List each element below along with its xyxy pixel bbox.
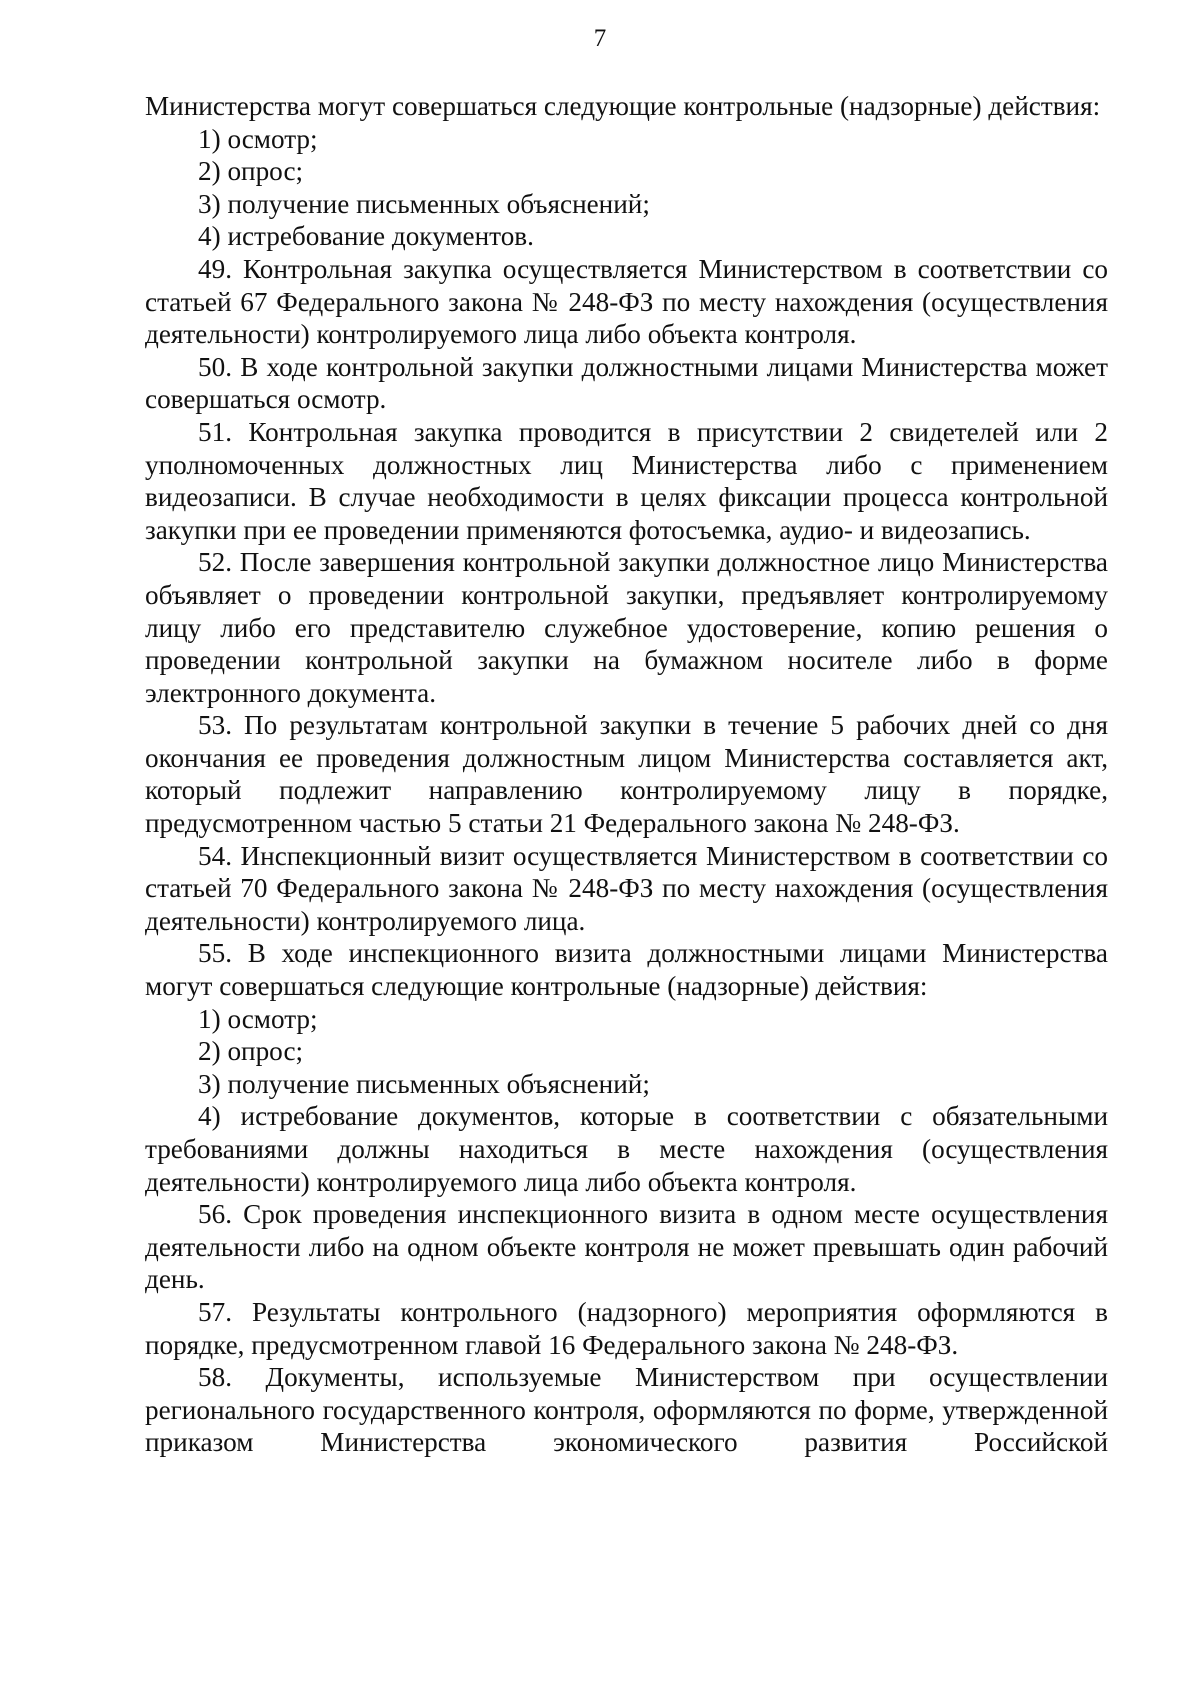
list-item: 2) опрос; [198,1036,304,1067]
list-item: 1) осмотр; [198,123,318,154]
page-number: 7 [593,25,607,52]
list-item: 4) истребование документов. [198,221,534,252]
paragraph-50: 50. В ходе контрольной закупки должностными лицами Министерства может совершаться осмотр. [145,351,1108,415]
list-item: 4) истребование документов, которые в соответствии с обязательными требованиями должны находиться в месте нахождения (осуществления деятельности) контролируемого лица либо объекта контроля. [145,1101,1108,1197]
paragraph-56: 56. Срок проведения инспекционного визита в одном месте осуществления деятельности либо на одном объекте контроля не может превышать один рабочий день. [145,1199,1108,1295]
list-item: 3) получение письменных объяснений; [198,1068,650,1099]
paragraph-57: 57. Результаты контрольного (надзорного) мероприятия оформляются в порядке, предусмотренном главой 16 Федерального закона № 248-ФЗ. [145,1296,1108,1360]
paragraph: Министерства могут совершаться следующие контрольные (надзорные) действия: [145,91,1101,121]
paragraph-58: 58. Документы, используемые Министерством при осуществлении регионального государственного контроля, оформляются по форме, утвержденной приказом Министерства экономического развития Российской [145,1362,1108,1458]
list-item: 2) опрос; [198,156,304,187]
paragraph-49: 49. Контрольная закупка осуществляется Министерством в соответствии со статьей 67 Федерального закона № 248-ФЗ по месту нахождения (осуществления деятельности) контролируемого лица либо объекта контроля. [145,253,1108,350]
list-item: 3) получение письменных объяснений; [198,188,650,219]
paragraph-53: 53. По результатам контрольной закупки в течение 5 рабочих дней со дня окончания ее проведения должностным лицом Министерства составляется акт, который подлежит направлению контролируемому лицу в порядке, предусмотренном частью 5 статьи 21 Федерального закона № 248-ФЗ. [145,710,1108,839]
paragraph-52: 52. После завершения контрольной закупки должностное лицо Министерства объявляет о проведении контрольной закупки, предъявляет контролируемому лицу либо его представителю служебное удостоверение, копию решения о проведении контрольной закупки на бумажном носителе либо в форме электронного документа. [145,547,1108,708]
paragraph-55: 55. В ходе инспекционного визита должностными лицами Министерства могут совершаться следующие контрольные (надзорные) действия: [145,938,1108,1002]
paragraph-54: 54. Инспекционный визит осуществляется Министерством в соответствии со статьей 70 Федерального закона № 248-ФЗ по месту нахождения (осуществления деятельности) контролируемого лица. [145,840,1108,936]
list-item: 1) осмотр; [198,1003,318,1034]
paragraph-51: 51. Контрольная закупка проводится в присутствии 2 свидетелей или 2 уполномоченных должностных лиц Министерства либо с применением видеозаписи. В случае необходимости в целях фиксации процесса контрольной закупки при ее проведении применяются фотосъемка, аудио- и видеозапись. [145,416,1108,545]
document-body [145,90,1108,1459]
